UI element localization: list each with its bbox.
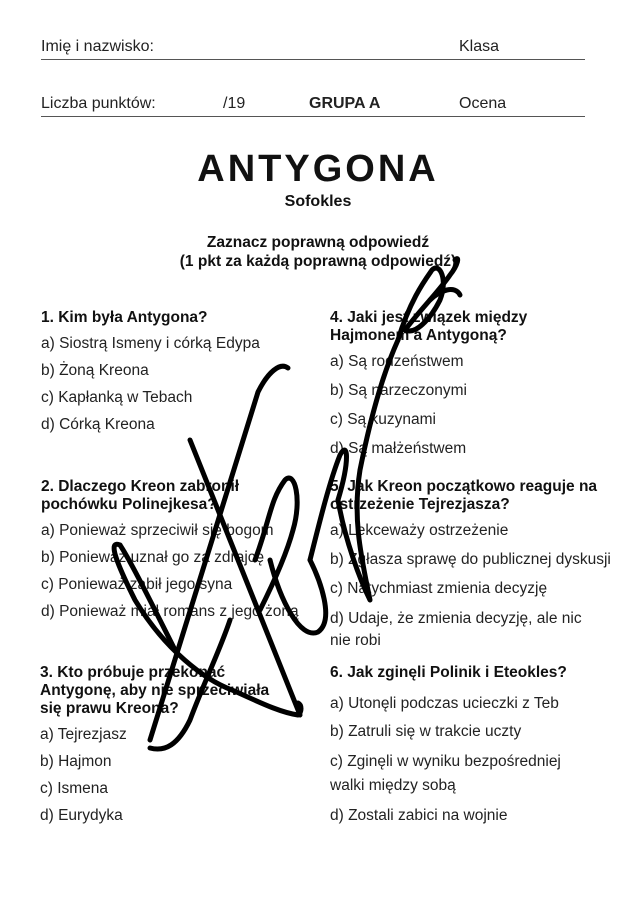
author: Sofokles xyxy=(284,193,352,210)
option-b[interactable]: b) Ponieważ uznał go za zdrajcę xyxy=(41,549,265,566)
name-class-row xyxy=(41,33,585,60)
option-d[interactable]: d) Są małżeństwem xyxy=(330,440,467,457)
option-d[interactable]: d) Udaje, że zmienia decyzję, ale nic nie robi xyxy=(330,610,582,649)
option-c[interactable]: c) Natychmiast zmienia decyzję xyxy=(330,580,548,597)
option-b[interactable]: b) Hajmon xyxy=(40,753,112,770)
option-a[interactable]: a) Utonęli podczas ucieczki z Teb xyxy=(330,695,559,712)
option-d[interactable]: d) Eurydyka xyxy=(40,807,123,824)
instructions-line-1: Zaznacz poprawną odpowiedź xyxy=(206,234,430,251)
option-a[interactable]: a) Siostrą Ismeny i córką Edypa xyxy=(41,335,260,352)
option-c[interactable]: c) Kapłanką w Tebach xyxy=(41,389,193,406)
page-title: ANTYGONA xyxy=(197,148,439,190)
option-c[interactable]: c) Ismena xyxy=(40,780,109,797)
question-1 xyxy=(41,309,336,442)
option-b[interactable]: b) Zgłasza sprawę do publicznej dyskusji xyxy=(330,551,611,568)
question-title: 6. Jak zginęli Polinik i Eteokles? xyxy=(330,664,567,681)
question-4 xyxy=(330,309,630,468)
option-a[interactable]: a) Są rodzeństwem xyxy=(330,353,464,370)
points-label: Liczba punktów: xyxy=(41,95,156,112)
question-6 xyxy=(330,664,630,833)
option-b[interactable]: b) Zatruli się w trakcie uczty xyxy=(330,723,522,740)
option-d[interactable]: d) Ponieważ miał romans z jego żoną xyxy=(41,603,299,620)
points-grade-row xyxy=(41,90,585,117)
question-title: 1. Kim była Antygona? xyxy=(41,309,208,326)
points-max: /19 xyxy=(223,95,246,112)
class-label: Klasa xyxy=(459,38,500,55)
option-a[interactable]: a) Tejrezjasz xyxy=(40,726,127,743)
question-title: 4. Jaki jest związek między Hajmonem a Antygoną? xyxy=(330,309,528,344)
grade-label: Ocena xyxy=(459,95,507,112)
option-a[interactable]: a) Ponieważ sprzeciwił się bogom xyxy=(41,522,274,539)
option-d[interactable]: d) Zostali zabici na wojnie xyxy=(330,807,508,824)
option-b[interactable]: b) Są narzeczonymi xyxy=(330,382,467,399)
question-3 xyxy=(40,664,335,833)
question-5 xyxy=(330,478,630,662)
name-label: Imię i nazwisko: xyxy=(41,38,154,55)
question-title: 2. Dlaczego Kreon zabronił pochówku Polinejkesa? xyxy=(41,478,240,513)
question-2 xyxy=(41,478,336,629)
option-b[interactable]: b) Żoną Kreona xyxy=(41,362,149,379)
option-c[interactable]: c) Ponieważ zabił jego syna xyxy=(41,576,233,593)
option-a[interactable]: a) Lekceważy ostrzeżenie xyxy=(330,522,509,539)
option-c[interactable]: c) Są kuzynami xyxy=(330,411,436,428)
question-title: 3. Kto próbuje przekonać Antygonę, aby nie sprzeciwiała się prawu Kreona? xyxy=(40,664,270,717)
instructions xyxy=(0,233,636,271)
option-d[interactable]: d) Córką Kreona xyxy=(41,416,155,433)
question-title: 5. Jak Kreon początkowo reaguje na ostrzeżenie Tejrezjasza? xyxy=(330,478,598,513)
option-c[interactable]: c) Zginęli w wyniku bezpośredniej walki między sobą xyxy=(330,753,561,794)
group-label: GRUPA A xyxy=(309,95,381,112)
instructions-line-2: (1 pkt za każdą poprawną odpowiedź) xyxy=(179,253,457,270)
